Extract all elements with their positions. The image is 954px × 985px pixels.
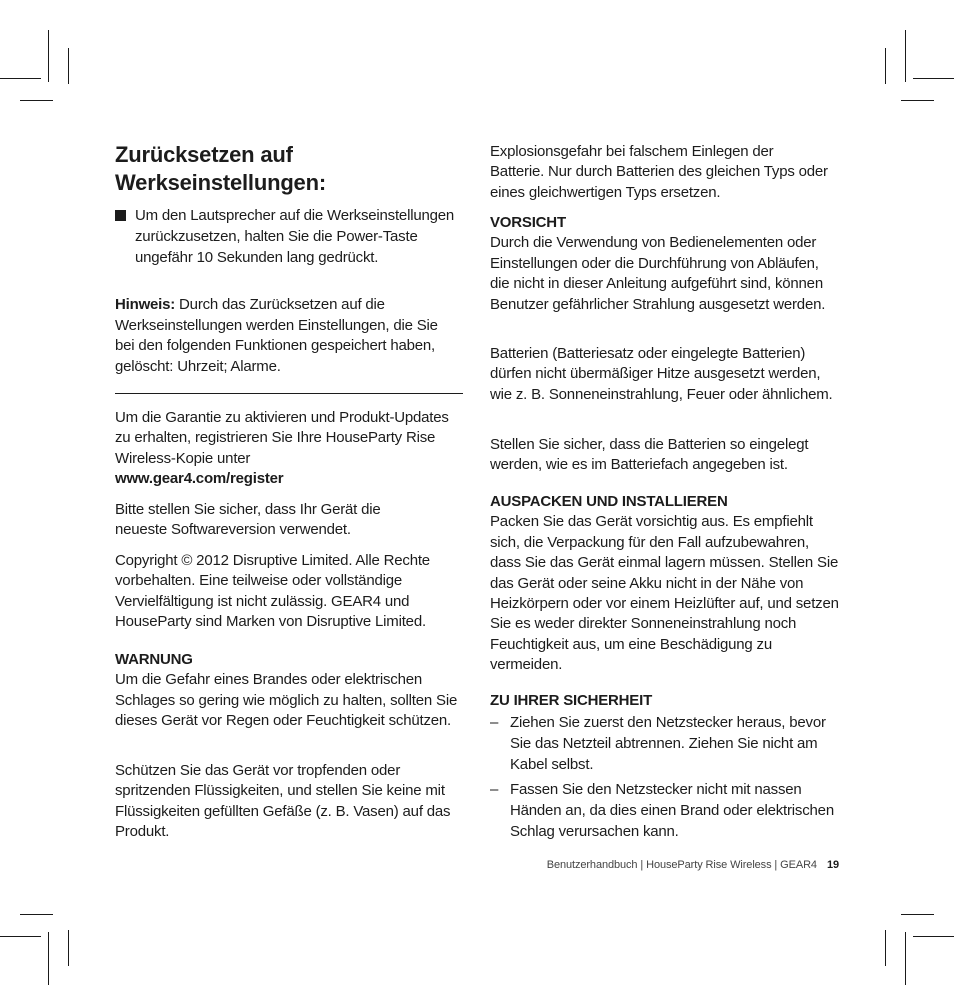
footer-text: Benutzerhandbuch | HouseParty Rise Wireless | GEAR4	[546, 859, 817, 871]
crop-mark	[68, 48, 69, 84]
caution-text: Durch die Verwendung von Bedienelementen oder Einstellungen oder die Durchführung von Abläufen, die nicht in dieser Anleitung aufgeführt sind, können Benutzer gefährlicher Strahlung ausgesetzt werden.	[490, 234, 826, 313]
dash-bullet: –	[490, 781, 499, 798]
warranty-paragraph	[115, 408, 460, 490]
safety-item	[490, 779, 840, 842]
explosion-paragraph: Explosionsgefahr bei falschem Einlegen der Batterie. Nur durch Batterien des gleichen Typs oder eines gleichwertigen Typs ersetzen.	[490, 143, 828, 201]
crop-mark	[901, 914, 934, 915]
crop-mark	[901, 100, 934, 101]
page-title: Zurücksetzen auf Werkseinstellungen:	[115, 142, 326, 195]
crop-mark	[20, 914, 53, 915]
divider	[115, 393, 463, 394]
crop-mark	[913, 78, 954, 79]
warning-text: Um die Gefahr eines Brandes oder elektrischen Schlages so gering wie möglich zu halten, sollten Sie dieses Gerät vor Regen oder Feuchtigkeit schützen.	[115, 671, 458, 730]
caution-section	[490, 213, 840, 315]
batteries-paragraph: Batterien (Batteriesatz oder eingelegte Batterien) dürfen nicht übermäßiger Hitze ausgesetzt werden, wie z. B. Sonneneinstrahlung, Feuer oder ähnlichem.	[490, 345, 833, 403]
safety-item-text: Ziehen Sie zuerst den Netzstecker heraus, bevor Sie das Netzteil abtrennen. Ziehen Sie nicht am Kabel selbst.	[510, 714, 826, 773]
crop-mark	[68, 930, 69, 966]
insert-paragraph: Stellen Sie sicher, dass die Batterien so eingelegt werden, wie es im Batteriefach angegeben ist.	[490, 436, 809, 474]
bullet-text: Um den Lautsprecher auf die Werkseinstellungen zurückzusetzen, halten Sie die Power-Taste ungefähr 10 Sekunden lang gedrückt.	[135, 207, 455, 266]
crop-mark	[0, 78, 41, 79]
square-bullet-icon	[115, 210, 126, 221]
note-label: Hinweis:	[115, 296, 176, 313]
copyright-paragraph: Copyright © 2012 Disruptive Limited. Alle Rechte vorbehalten. Eine teilweise oder vollständige Vervielfältigung ist nicht zulässig. GEAR4 und HouseParty sind Marken von Disruptive Limited.	[115, 552, 430, 631]
warning-section	[115, 650, 463, 732]
crop-mark	[913, 936, 954, 937]
warning-heading: WARNUNG	[115, 651, 193, 668]
crop-mark	[0, 936, 41, 937]
page-footer	[450, 858, 839, 872]
crop-mark	[48, 932, 49, 985]
crop-mark	[885, 930, 886, 966]
note-paragraph	[115, 295, 455, 377]
unpack-heading: AUSPACKEN UND INSTALLIEREN	[490, 493, 728, 510]
unpack-text: Packen Sie das Gerät vorsichtig aus. Es empfiehlt sich, die Verpackung für den Fall aufzubewahren, dass Sie das Gerät einmal lagern müssen. Stellen Sie das Gerät oder seine Akku nicht in der Nähe von Heizkörpern oder vor einem Heizlüfter auf, und setzen Sie es weder direkter Sonneneinstrahlung noch Feuchtigkeit aus, um eine Beschädigung zu vermeiden.	[490, 513, 839, 674]
crop-mark	[905, 30, 906, 82]
dash-bullet: –	[490, 714, 499, 731]
crop-mark	[20, 100, 53, 101]
crop-mark	[48, 30, 49, 82]
safety-item	[490, 712, 840, 775]
note-text: Durch das Zurücksetzen auf die Werkseinstellungen werden Einstellungen, die Sie bei den folgenden Funktionen gespeichert haben, gelöscht: Uhrzeit; Alarme.	[115, 296, 438, 375]
unpack-section	[490, 492, 840, 676]
safety-heading: ZU IHRER SICHERHEIT	[490, 692, 653, 709]
crop-mark	[905, 932, 906, 985]
bullet-item	[115, 205, 463, 268]
software-paragraph: Bitte stellen Sie sicher, dass Ihr Gerät die neueste Softwareversion verwendet.	[115, 501, 381, 539]
caution-heading: VORSICHT	[490, 214, 566, 231]
register-link[interactable]: www.gear4.com/register	[115, 470, 284, 488]
crop-mark	[885, 48, 886, 84]
safety-item-text: Fassen Sie den Netzstecker nicht mit nassen Händen an, da dies einen Brand oder elektrischen Schlag verursachen kann.	[510, 781, 834, 840]
drip-paragraph: Schützen Sie das Gerät vor tropfenden oder spritzenden Flüssigkeiten, und stellen Sie keine mit Flüssigkeiten gefüllten Gefäße (z. B. Vasen) auf das Produkt.	[115, 762, 451, 841]
warranty-text: Um die Garantie zu aktivieren und Produkt-Updates zu erhalten, registrieren Sie Ihre HouseParty Rise Wireless-Kopie unter	[115, 409, 449, 467]
page-number: 19	[826, 859, 839, 871]
